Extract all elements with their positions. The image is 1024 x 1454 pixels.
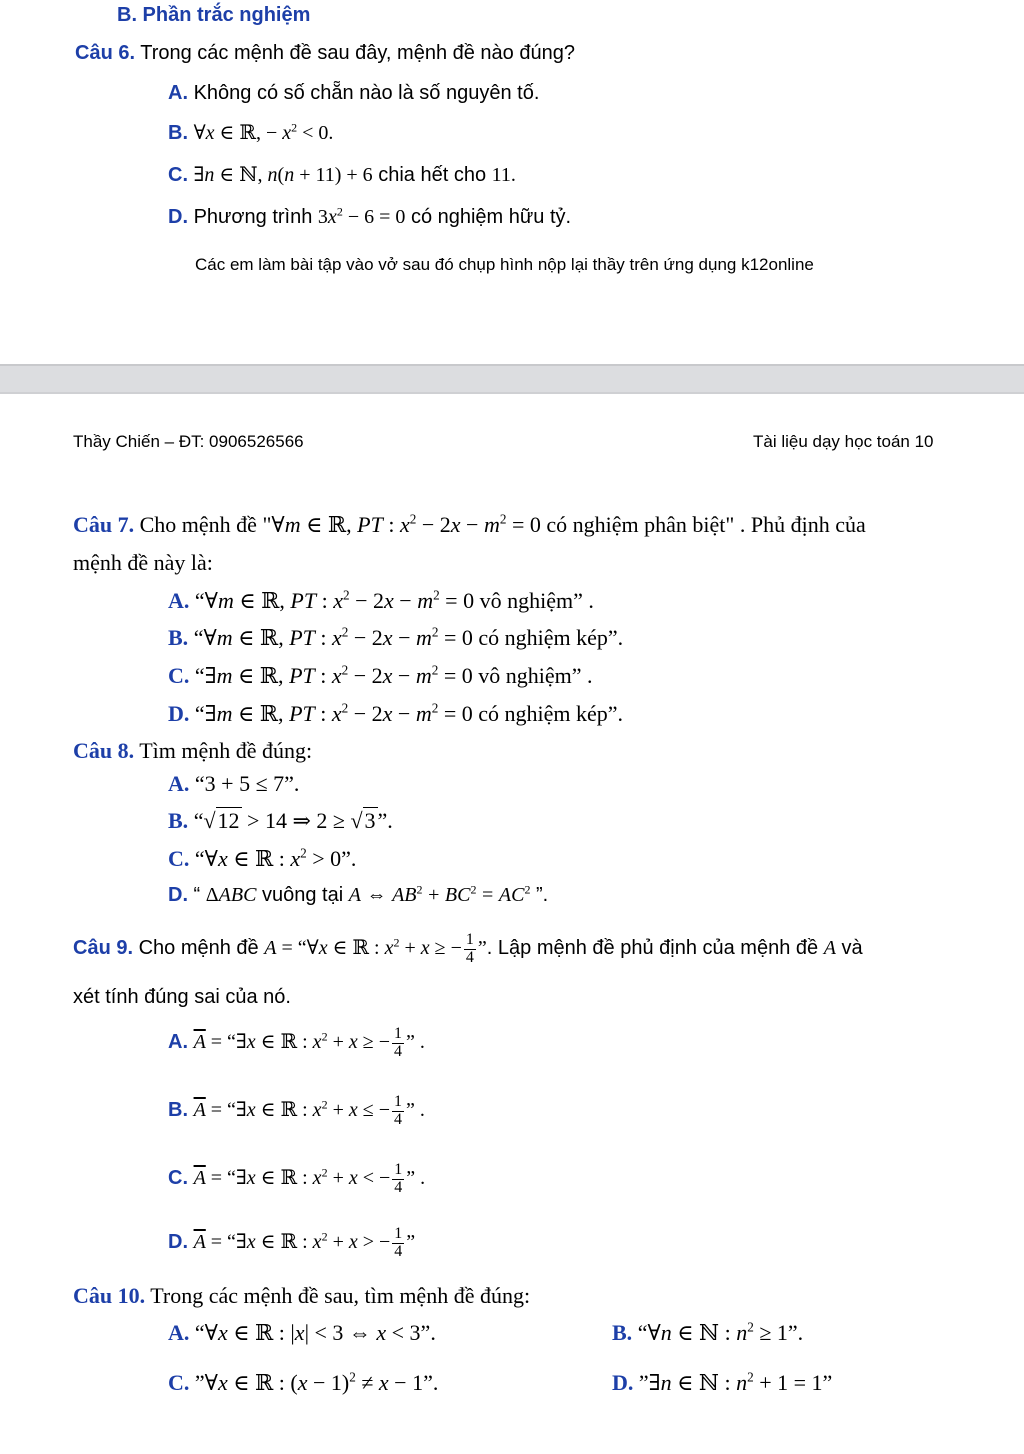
question-formula: A = “∀x ∈ ℝ : $x^2 + x$ ≥ − $\frac{1}{4}$ ” (264, 931, 487, 966)
question-text: Tìm mệnh đề đúng: (139, 738, 313, 763)
option-text: vuông tại (262, 884, 344, 906)
question-7-option-a: A. “∀m ∈ ℝ, PT : $x^2 - 2x - m^2 = 0$ vô nghiệm” . (168, 587, 594, 613)
option-letter: B. (168, 1098, 188, 1121)
question-6-option-c (168, 162, 516, 187)
question-text: Cho mệnh đề " (139, 512, 272, 537)
question-text: Cho mệnh đề (138, 936, 259, 959)
question-8-option-a: A. “3 + 5 ≤ 7”. (168, 771, 300, 796)
option-letter: A. (168, 1030, 188, 1053)
question-7-option-d: D. “∃m ∈ ℝ, PT : $x^2 - 2x - m^2 = 0$ có nghiệm kép”. (168, 700, 624, 726)
question-6-option-a (168, 82, 539, 105)
question-9-label: Câu 9. (73, 936, 134, 959)
option-text: có nghiệm hữu tỷ. (410, 206, 572, 228)
option-formula: ∀x ∈ ℝ, − $x^2 < 0$. (193, 120, 334, 144)
option-letter: C. (168, 846, 190, 871)
option-letter: D. (168, 1230, 188, 1253)
question-8-option-c: C. “∀x ∈ ℝ : $x^2 > 0$”. (168, 845, 357, 871)
option-text: Phương trình (193, 206, 313, 228)
question-10-option-d: D. ”∃n ∈ ℕ : $n^2 + 1 = 1$” (612, 1369, 833, 1395)
question-10-option-b: B. “∀n ∈ ℕ : $n^2 \ge 1$”. (612, 1319, 804, 1345)
question-7-label: Câu 7. (73, 512, 135, 537)
question-text: và (841, 936, 863, 959)
option-letter: D. (168, 701, 190, 726)
option-letter: B. (168, 625, 189, 650)
question-6-stem (75, 42, 575, 65)
option-letter: A. (168, 82, 188, 104)
section-title: B. Phần trắc nghiệm (117, 4, 311, 26)
question-10-option-c: C. ”∀x ∈ ℝ : $(x - 1)^2 \ne x - 1$”. (168, 1369, 439, 1395)
question-text: Trong các mệnh đề sau, tìm mệnh đề đúng: (150, 1283, 531, 1308)
question-6-text: Trong các mệnh đề sau đây, mệnh đề nào đúng? (140, 42, 575, 64)
question-10-option-a: A. “∀x ∈ ℝ : |x| < 3 ⇔ x < 3”. (168, 1320, 436, 1345)
question-6-option-d (168, 206, 571, 229)
option-text: vô nghiệm” . (479, 588, 594, 613)
option-text: có nghiệm kép”. (478, 625, 624, 650)
question-8-option-d: D. “ ΔABC vuông tại A ⇔ $AB^2 + BC^2 = AC^2$ ”. (168, 882, 549, 906)
option-text: có nghiệm kép”. (478, 701, 624, 726)
submission-notice: Các em làm bài tập vào vở sau đó chụp hình nộp lại thầy trên ứng dụng k12online (195, 255, 814, 274)
option-formula: $3x^2 - 6 = 0$ (317, 204, 406, 228)
option-text: vô nghiệm” . (478, 663, 593, 688)
header-document-title: Tài liệu dạy học toán 10 (753, 432, 934, 451)
question-formula: ∀m ∈ ℝ, PT : $x^2 - 2x - m^2 = 0$ (271, 511, 541, 537)
question-7-option-c: C. “∃m ∈ ℝ, PT : $x^2 - 2x - m^2 = 0$ vô nghiệm” . (168, 662, 593, 688)
option-letter: C. (168, 164, 188, 186)
question-9-option-d: D. $\overline{A}$ = “∃x ∈ ℝ : $x^2 + x$ > − $\frac{1}{4}$ ” (168, 1225, 416, 1260)
option-text: Không có số chẵn nào là số nguyên tố. (193, 82, 540, 104)
question-8-label: Câu 8. (73, 738, 135, 763)
question-7-stem (73, 512, 866, 538)
question-text: có nghiệm phân biệt" . Phủ định của (546, 512, 866, 537)
option-letter: B. (612, 1320, 633, 1345)
question-9-stem-line2: xét tính đúng sai của nó. (73, 986, 291, 1008)
question-7-stem-line2: mệnh đề này là: (73, 550, 213, 575)
question-9-option-a: A. $\overline{A}$ = “∃x ∈ ℝ : $x^2 + x$ ≥ − $\frac{1}{4}$ ” . (168, 1025, 425, 1060)
option-letter: C. (168, 1166, 188, 1189)
option-letter: B. (168, 808, 189, 833)
question-10-stem (73, 1283, 530, 1309)
option-formula: ∃n ∈ ℕ, n(n + 11) + 6 (193, 164, 373, 186)
page-divider (0, 364, 1024, 394)
option-letter: D. (168, 884, 188, 906)
question-9-option-b: B. $\overline{A}$ = “∃x ∈ ℝ : $x^2 + x$ ≤ − $\frac{1}{4}$ ” . (168, 1093, 425, 1128)
option-letter: D. (612, 1370, 634, 1395)
question-10-label: Câu 10. (73, 1283, 146, 1308)
option-letter: D. (168, 206, 188, 228)
question-7-option-b: B. “∀m ∈ ℝ, PT : $x^2 - 2x - m^2 = 0$ có nghiệm kép”. (168, 624, 624, 650)
question-8-option-b: B. “√12 > 14 ⇒ 2 ≥ √3”. (168, 808, 393, 833)
question-9-stem: Câu 9. Cho mệnh đề A = “∀x ∈ ℝ : $x^2 + x$ ≥ − $\frac{1}{4}$ ”. Lập mệnh đề phủ định của mệnh đề A và (73, 931, 863, 966)
option-number: 11. (491, 164, 516, 186)
option-letter: A. (168, 588, 190, 613)
question-9-option-c: C. $\overline{A}$ = “∃x ∈ ℝ : $x^2 + x$ < − $\frac{1}{4}$ ” . (168, 1161, 426, 1196)
header-author: Thầy Chiến – ĐT: 0906526566 (73, 432, 304, 451)
option-letter: C. (168, 663, 190, 688)
option-letter: A. (168, 1320, 190, 1345)
question-8-stem (73, 738, 312, 764)
option-letter: B. (168, 122, 188, 144)
option-letter: A. (168, 771, 190, 796)
question-text: . Lập mệnh đề phủ định của mệnh đề (486, 936, 819, 959)
question-6-label: Câu 6. (75, 42, 136, 64)
option-letter: C. (168, 1370, 190, 1395)
option-text: chia hết cho (378, 164, 487, 186)
question-6-option-b (168, 120, 333, 145)
